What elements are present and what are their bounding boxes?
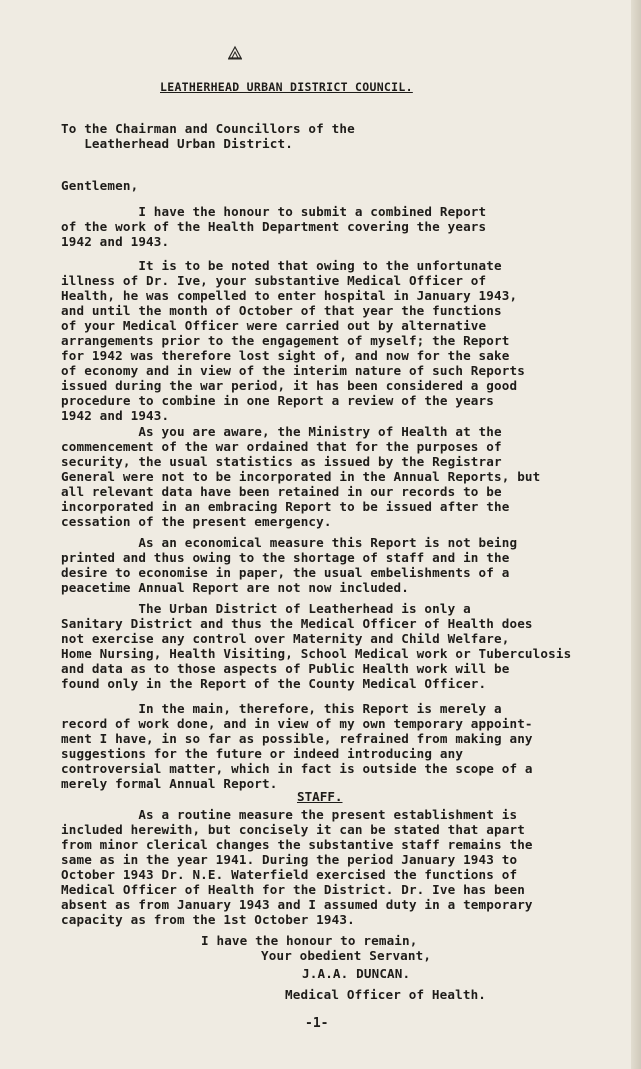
staff-heading: STAFF. (297, 789, 343, 804)
signatory-name: J.A.A. DUNCAN. (302, 966, 411, 981)
address-line-1: To the Chairman and Councillors of the (61, 121, 355, 136)
paragraph-illness: It is to be noted that owing to the unfortunate illness of Dr. Ive, your substantive Medical Officer of Health, he was compelled to enter hospital in January 1943, and until the month of October of that year the functions of your Medical Officer were carried out by alternative arrangements prior to the engagement of myself; the Report for 1942 was therefore lost sight of, and now for the sake of economy and in view of the interim nature of such Reports issued during the war period, it has been considered a good procedure to combine in one Report a review of the years 1942 and 1943. (61, 258, 525, 423)
salutation: Gentlemen, (61, 178, 139, 193)
paragraph-scope: In the main, therefore, this Report is merely a record of work done, and in view of my own temporary appoint- ment I have, in so far as possible, refrained from making any suggestions for the future or indeed introducing any controversial matter, which in fact is outside the scope of a merely formal Annual Report. (61, 701, 533, 791)
council-crest-icon (226, 44, 244, 60)
closing-line-2: Your obedient Servant, (261, 948, 432, 963)
paragraph-economy: As an economical measure this Report is not being printed and thus owing to the shortage of staff and in the desire to economise in paper, the usual embelishments of a peacetime Annual Report are not now included. (61, 535, 518, 595)
address-line-2: Leatherhead Urban District. (61, 136, 293, 151)
page-number: -1- (305, 1016, 329, 1031)
paragraph-staff: As a routine measure the present establishment is included herewith, but concisely it can be stated that apart from minor clerical changes the substantive staff remains the same as in the year 1941. During the period January 1943 to October 1943 Dr. N.E. Waterfield exercised the functions of Medical Officer of Health for the District. Dr. Ive has been absent as from January 1943 and I assumed duty in a temporary capacity as from the 1st October 1943. (61, 807, 533, 927)
page-edge-shadow (631, 0, 641, 1069)
council-name-heading: LEATHERHEAD URBAN DISTRICT COUNCIL. (160, 80, 413, 94)
closing-line-1: I have the honour to remain, (201, 933, 418, 948)
signatory-title: Medical Officer of Health. (285, 987, 487, 1002)
paragraph-ministry: As you are aware, the Ministry of Health at the commencement of the war ordained that for the purposes of security, the usual statistics as issued by the Registrar General were not to be incorporated in the Annual Reports, but all relevant data have been retained in our records to be incorporated in an embracing Report to be issued after the cessation of the present emergency. (61, 424, 541, 529)
paragraph-sanitary-district: The Urban District of Leatherhead is only a Sanitary District and thus the Medical Officer of Health does not exercise any control over Maternity and Child Welfare, Home Nursing, Health Visiting, School Medical work or Tuberculosis and data as to those aspects of Public Health work will be found only in the Report of the County Medical Officer. (61, 601, 572, 691)
paragraph-intro: I have the honour to submit a combined Report of the work of the Health Department covering the years 1942 and 1943. (61, 204, 487, 249)
